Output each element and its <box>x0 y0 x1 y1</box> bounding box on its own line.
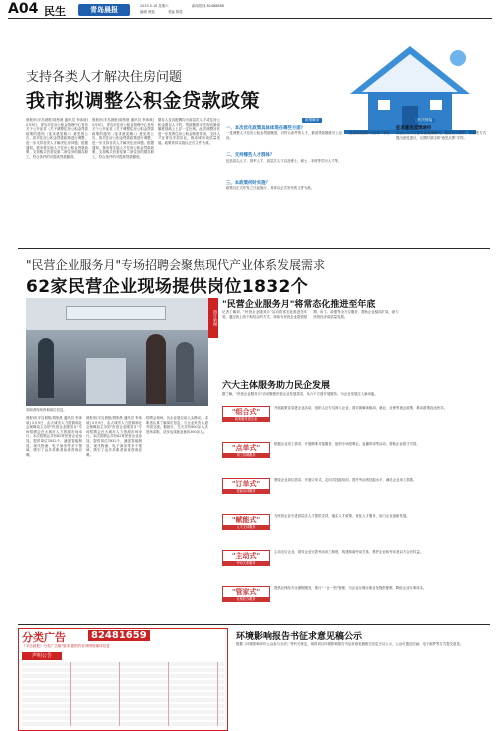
qa-heading-2: 二、支持哪些人才群体？ <box>226 153 275 159</box>
notice-label: 声明公告 <box>22 652 62 660</box>
feedback-text: 社会公众可在征求意见期限内，通过电子邮件、信函等方式提出意见建议，反馈时请注明"意见反馈"字样。 <box>396 131 486 140</box>
issue-date: 2025.5.10 星期六 <box>140 4 169 8</box>
story2-title: 62家民营企业现场提供岗位1832个 <box>26 277 309 297</box>
classified-ads-title: 分类广告 <box>22 631 66 644</box>
news-hotline: 新闻热线 82488888 <box>192 4 224 8</box>
service-text-4: 为民营企业引进高层次人才提供支持，落实人才政策，优化人才服务，助力企业创新发展。 <box>274 514 410 518</box>
story2-heading-1: "民营企业服务月"将常态化推进至年底 <box>222 300 376 310</box>
env-notice-title: 环境影响报告书征求意见稿公示 <box>236 632 363 642</box>
job-fair-photo <box>26 298 208 406</box>
qa-heading-3: 三、本政策何时实施？ <box>226 180 270 186</box>
newspaper-logo: 青岛晨报 <box>78 4 130 16</box>
photo-news-tag: 图片新闻 <box>208 298 218 338</box>
classified-ads-note: 《半岛晨报》分类广告版"版本提供的各项网络媒体信息 <box>22 644 110 648</box>
service-label-4: "赋能式" 人才支持服务 <box>222 514 270 530</box>
env-notice-text: 根据《环境影响评价公众参与办法》等有关规定，现将项目环境影响报告书征求意见稿相关信息予以公示，公众可通过信函、电子邮件等方式提交意见。 <box>236 642 464 646</box>
qa-text-2: 包括顶尖人才、领军人才、高层次人才以及博士、硕士、本科等学历人才等。 <box>226 158 342 163</box>
story2-col2: 招聘会现场，各企业展位前人头攒动，求职者认真了解岗位信息，与企业负责人面对面交流。据统计，当天共有800余人次进场求职，初步达成就业意向300余人。 <box>146 416 208 434</box>
story2-heading-2-intro: 据了解，"民营企业服务月"活动聚焦民营企业发展需求，从六个方面开展服务，为企业发展注入新动能。 <box>222 392 378 396</box>
photo-caption: 求职者现场咨询岗位信息。 <box>26 408 67 412</box>
story2-col1-cont: 晨报讯(半岛晨报/胡彤晨 通讯员 李沐戚) 5月9日，由大城市人力资源和社会保障局主办的"民营企业服务月"专场招聘会在大城市人力资源市场举行。本次招聘会共有62家民营企业参加，提供岗位1832个，涵盖智能制造、现代物流、电子商务等多个领域，吸引了众多求职者前来咨询应聘。 <box>86 416 142 457</box>
story2-heading-2: 六大主体服务助力民企发展 <box>222 381 331 391</box>
section-name: 民生 <box>44 5 66 18</box>
service-text-5: 主动走访企业，指导企业完善劳动用工制度，构建和谐劳动关系，维护企业和劳动者双方合法权益。 <box>274 550 424 554</box>
story1-col1-cont: 晨报讯(半岛晨报/胡彤晨 通讯员 李沐戚) 5月8日，青岛市住房公积金管理中心发布关于公开征求《关于调整住房公积金贷款政策的通知（征求意见稿）》意见的公告，拟对住房公积金贷款政策进行调整，进一步支持各类人才解决住房问题。根据通知，我市将实施人才住房公积金贷款政策，支持购买首套及第二套住房的缴存职工，符合条件的可提高贷款额度。 <box>92 118 154 159</box>
qa-text-3: 政策自正式印发之日起施行，具体以正式发布的文件为准。 <box>226 186 315 191</box>
ads-divider <box>18 624 490 625</box>
service-text-2: 根据企业用工需求，开展精准对接服务，组织专场招聘会、直播带岗等活动，帮助企业招才引智。 <box>274 442 420 446</box>
classified-ads-listings <box>22 662 224 726</box>
policy-qa <box>226 126 390 204</box>
feedback-sidebar <box>396 126 486 217</box>
story1-subtitle: 支持各类人才解决住房问题 <box>26 70 183 85</box>
service-text-6: 提供社保经办全流程服务，推行"一企一档"管理，为企业办理社保业务提供便利，降低企业办事成本。 <box>274 586 427 590</box>
service-text-1: 开展政策宣讲进企业活动，组织人社专员深入企业，面对面解读稳岗、就业、社保等惠企政策，推动政策直达快享。 <box>274 406 447 410</box>
service-label-1: "组合式" 政策服务进企业 <box>222 406 270 422</box>
classified-ads-phone: 82481659 <box>88 630 150 641</box>
editor-credit: 编辑 黄甄 <box>140 10 155 14</box>
service-label-3: "订单式" 技能培训服务 <box>222 478 270 494</box>
story2-col1: 晨报讯(半岛晨报/胡彤晨 通讯员 李沐戚) 5月9日，由大城市人力资源和社会保障局主办的"民营企业服务月"专场招聘会在大城市人力资源市场举行。本次招聘会共有62家民营企业参加，提供岗位1832个，涵盖智能制造、现代物流、电子商务等多个领域，吸引了众多求职者前来咨询应聘。 <box>26 416 82 457</box>
header-rule <box>8 18 492 19</box>
feedback-heading: 征求意见反馈途径 <box>396 126 432 131</box>
house-illustration <box>340 36 480 136</box>
service-label-6: "管家式" 社保经办服务 <box>222 586 270 602</box>
page-number: A04 <box>8 1 39 17</box>
service-label-2: "点单式" 用工招聘服务 <box>222 442 270 458</box>
qa-text-1: 一是调整人才住房公积金贷款额度，对符合条件的人才，最高贷款额度可上浮；二是适用范围扩大至第二套住房。 <box>226 131 390 140</box>
story1-col1: 晨报讯(半岛晨报/胡彤晨 通讯员 李沐戚) 5月8日，青岛市住房公积金管理中心发布关于公开征求《关于调整住房公积金贷款政策的通知（征求意见稿）》意见的公告，拟对住房公积金贷款政策进行调整，进一步支持各类人才解决住房问题。根据通知，我市将实施人才住房公积金贷款政策，支持购买首套及第二套住房的缴存职工，符合条件的可提高贷款额度。 <box>26 118 88 159</box>
designer-credit: 美编 陈思 <box>168 10 183 14</box>
story1-title: 我市拟调整公积金贷款政策 <box>26 90 261 112</box>
qa-heading-1: 一、本次优化政策具体体现在哪些方面？ <box>226 126 306 131</box>
story2-subtitle: "民营企业服务月"专场招聘会聚焦现代产业体系发展需求 <box>26 258 326 272</box>
story1-col2: 缴存人及其配偶均为高层次人才或住房公积金缴存人才的，贷款额度可在现有最高额度基础上上浮一定比例。此次调整旨在进一步发挥住房公积金制度作用，支持人才在青岛安居乐业，推动城市高质量发展。政策具体实施以正式文件为准。 <box>158 118 220 145</box>
service-text-3: 围绕企业岗位需求，开展订单式、定向式技能培训，提升劳动者技能水平，满足企业用工需要。 <box>274 478 417 482</box>
link-label: 相关链接 <box>415 118 435 123</box>
story2-heading-1-text: 记者了解到，"民营企业服务月"活动将常态化推进至年底，通过线上线下相结合的方式，持续为民营企业提供招聘、用工、政策等全方位服务，帮助企业稳岗扩岗，助力民营经济高质量发展。 <box>222 310 399 319</box>
story-divider <box>18 248 490 249</box>
service-label-5: "主动式" 劳动关系服务 <box>222 550 270 566</box>
policy-label: 政策解读 <box>302 118 322 123</box>
